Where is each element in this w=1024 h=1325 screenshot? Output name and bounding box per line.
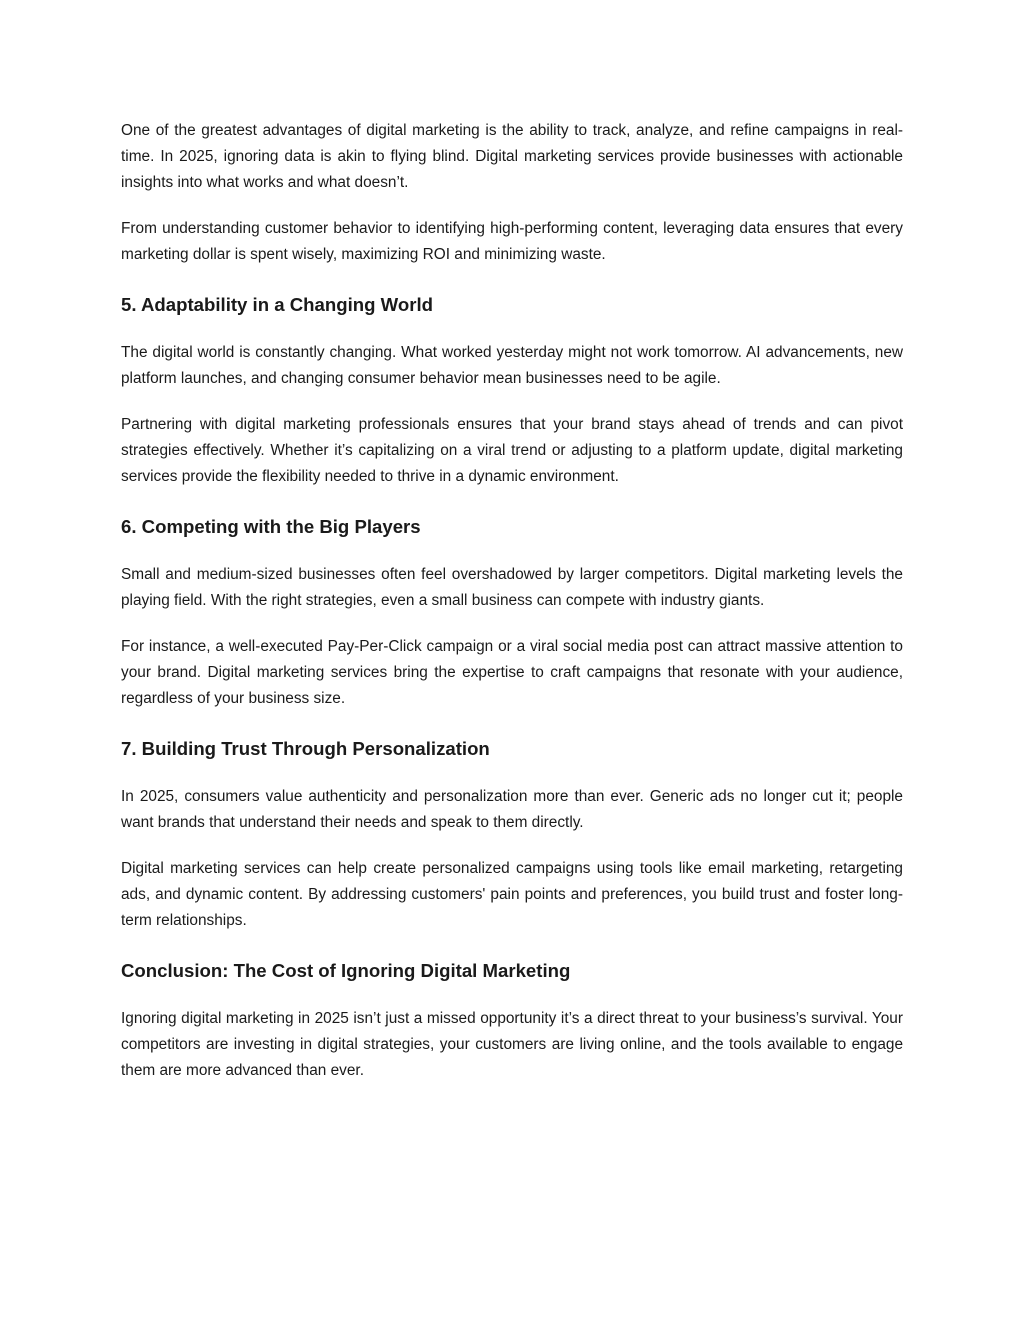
intro-paragraph-2: From understanding customer behavior to identifying high-performing content, leveraging data ensures that every marketing dollar is spent wisely, maximizing ROI and minimizing waste. [121, 220, 903, 263]
competing-paragraph-1: Small and medium-sized businesses often feel overshadowed by larger competitors. Digital marketing levels the playing field. With the right strategies, even a small business can compete with industry giants. [121, 566, 903, 609]
adaptability-paragraph-1: The digital world is constantly changing. What worked yesterday might not work tomorrow. AI advancements, new platform launches, and changing consumer behavior mean businesses need to be agile. [121, 344, 903, 387]
trust-paragraph-1: In 2025, consumers value authenticity and personalization more than ever. Generic ads no longer cut it; people want brands that understand their needs and speak to them directly. [121, 788, 903, 831]
section-heading-conclusion: Conclusion: The Cost of Ignoring Digital Marketing [121, 960, 571, 981]
document-page [121, 118, 903, 1084]
section-heading-competing: 6. Competing with the Big Players [121, 516, 421, 537]
section-heading-trust: 7. Building Trust Through Personalization [121, 738, 490, 759]
trust-paragraph-2: Digital marketing services can help create personalized campaigns using tools like email marketing, retargeting ads, and dynamic content. By addressing customers' pain points and preferences, you build trust and foster long-term relationships. [121, 860, 903, 929]
intro-paragraph-1: One of the greatest advantages of digital marketing is the ability to track, analyze, and refine campaigns in real-time. In 2025, ignoring data is akin to flying blind. Digital marketing services provide businesses with actionable insights into what works and what doesn’t. [121, 122, 903, 191]
conclusion-paragraph-1: Ignoring digital marketing in 2025 isn’t just a missed opportunity it’s a direct threat to your business’s survival. Your competitors are investing in digital strategies, your customers are living online, and the tools available to engage them are more advanced than ever. [121, 1010, 903, 1079]
section-heading-adaptability: 5. Adaptability in a Changing World [121, 294, 433, 315]
adaptability-paragraph-2: Partnering with digital marketing professionals ensures that your brand stays ahead of trends and can pivot strategies effectively. Whether it’s capitalizing on a viral trend or adjusting to a platform update, digital marketing services provide the flexibility needed to thrive in a dynamic environment. [121, 416, 903, 485]
competing-paragraph-2: For instance, a well-executed Pay-Per-Click campaign or a viral social media post can attract massive attention to your brand. Digital marketing services bring the expertise to craft campaigns that resonate with your audience, regardless of your business size. [121, 638, 903, 707]
